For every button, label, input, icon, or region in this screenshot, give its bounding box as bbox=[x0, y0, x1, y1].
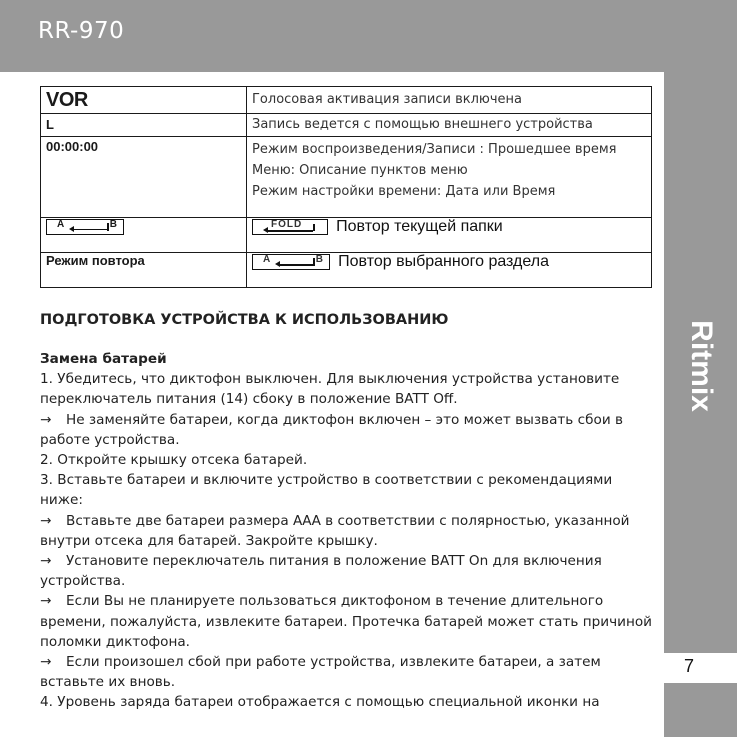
table-row bbox=[41, 218, 652, 253]
arrow-icon: → bbox=[40, 553, 52, 570]
paragraph-text: 3. Вставьте батареи и включите устройство в соответствии с рекомендациями ниже: bbox=[40, 472, 613, 509]
table-value: Голосовая активация записи включена bbox=[247, 87, 652, 114]
table-key: 00:00:00 bbox=[41, 137, 247, 218]
subsection-heading: Замена батарей bbox=[40, 351, 167, 367]
paragraph-text: 2. Откройте крышку отсека батарей. bbox=[40, 452, 308, 469]
table-value bbox=[247, 253, 652, 288]
paragraph-text: Не заменяйте батареи, когда диктофон включен – это может вызвать сбои в работе устройства. bbox=[40, 411, 623, 448]
paragraph bbox=[40, 591, 652, 652]
indicator-table bbox=[40, 86, 652, 288]
value-line: Меню: Описание пунктов меню bbox=[252, 163, 468, 178]
paragraph bbox=[40, 551, 652, 591]
ritmix-logo-text: Ritmix bbox=[685, 320, 719, 412]
paragraph-text: Установите переключатель питания в положение BATT On для включения устройства. bbox=[40, 553, 602, 590]
table-key: VOR bbox=[41, 87, 247, 114]
repeat-ab-icon: A B bbox=[46, 219, 124, 235]
page-number: 7 bbox=[684, 656, 695, 676]
table-value bbox=[247, 137, 652, 218]
paragraph bbox=[40, 652, 652, 692]
table-value: Запись ведется с помощью внешнего устройства bbox=[247, 114, 652, 137]
paragraph bbox=[40, 511, 652, 551]
paragraph bbox=[40, 369, 652, 409]
table-row bbox=[41, 87, 652, 114]
paragraph-text: Если произошел сбой при работе устройства, извлеките батареи, а затем вставьте их вновь. bbox=[40, 654, 601, 691]
value-line: Режим воспроизведения/Записи : Прошедшее время bbox=[252, 142, 617, 157]
value-line: Режим настройки времени: Дата или Время bbox=[252, 184, 556, 199]
instructions bbox=[40, 310, 652, 713]
ritmix-logo-icon bbox=[678, 308, 722, 424]
model-title: RR-970 bbox=[38, 18, 125, 44]
table-row bbox=[41, 253, 652, 288]
paragraph-text: 4. Уровень заряда батареи отображается с помощью специальной иконки на bbox=[40, 694, 600, 711]
table-key bbox=[41, 218, 247, 253]
paragraph bbox=[40, 410, 652, 450]
arrow-icon: → bbox=[40, 411, 52, 428]
table-value bbox=[247, 218, 652, 253]
repeat-ab-icon: A B bbox=[252, 254, 330, 270]
repeat-folder-label: Повтор текущей папки bbox=[336, 218, 503, 235]
table-row bbox=[41, 114, 652, 137]
table-row bbox=[41, 137, 652, 218]
table-key: L bbox=[41, 114, 247, 137]
paragraph bbox=[40, 450, 652, 470]
section-heading: ПОДГОТОВКА УСТРОЙСТВА К ИСПОЛЬЗОВАНИЮ bbox=[40, 312, 449, 328]
table-key: Режим повтора bbox=[41, 253, 247, 288]
arrow-icon: → bbox=[40, 512, 52, 529]
paragraph bbox=[40, 692, 652, 712]
arrow-icon: → bbox=[40, 654, 52, 671]
arrow-icon: → bbox=[40, 593, 52, 610]
paragraph-list bbox=[40, 369, 652, 712]
paragraph bbox=[40, 470, 652, 510]
repeat-folder-icon: FOLD bbox=[252, 219, 328, 235]
paragraph-text: Вставьте две батареи размера ААА в соответствии с полярностью, указанной внутри отсека для батарей. Закройте крышку. bbox=[40, 512, 630, 549]
page-number-box bbox=[664, 653, 737, 683]
repeat-section-label: Повтор выбранного раздела bbox=[338, 253, 549, 270]
paragraph-text: Если Вы не планируете пользоваться диктофоном в течение длительного времени, пожалуйста, извлеките батареи. Протечка батарей может стать причиной поломки диктофона. bbox=[40, 593, 653, 650]
paragraph-text: 1. Убедитесь, что диктофон выключен. Для выключения устройства установите переключатель питания (14) сбоку в положение BATT Off. bbox=[40, 371, 620, 408]
